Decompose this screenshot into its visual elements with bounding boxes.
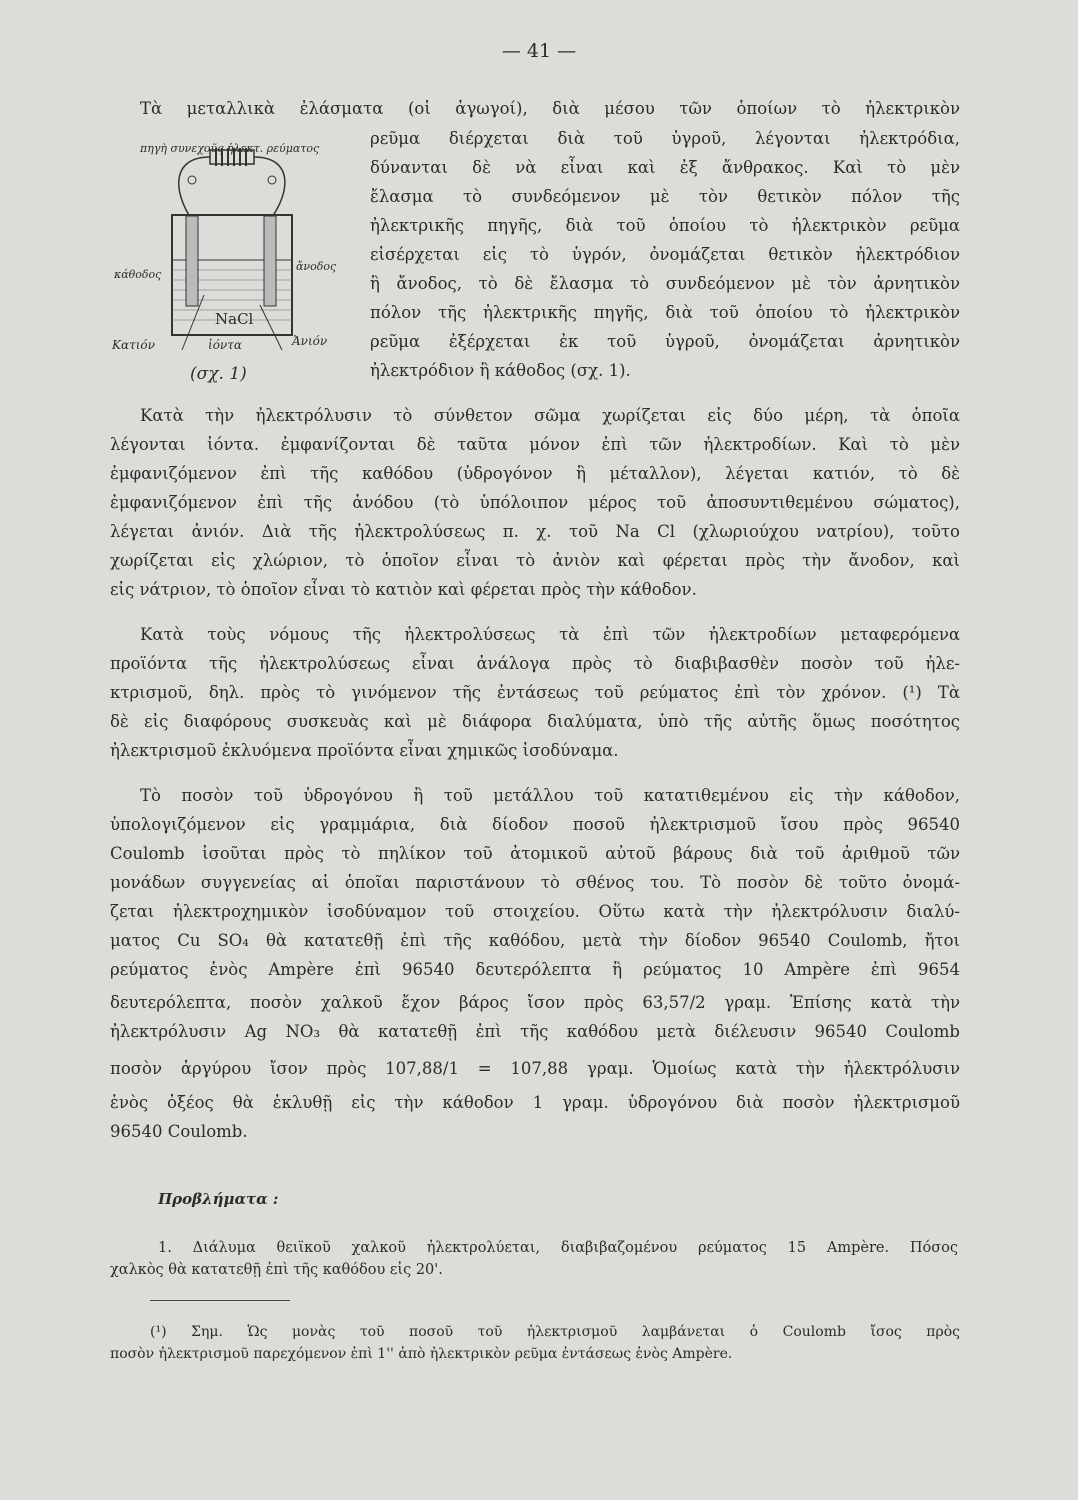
text-line: μονάδων συγγενείας αἱ ὁποῖαι παριστάνουν τὸ σθένος του. Τὸ ποσὸν δὲ τοῦτο ὀνομά- (110, 873, 960, 892)
footnote-rule (150, 1300, 290, 1301)
intro-line: πόλον τῆς ἠλεκτρικῆς πηγῆς, διὰ τοῦ ὁποίου τὸ ἠλεκτρικὸν (370, 303, 960, 322)
text-line: λέγεται ἀνιόν. Διὰ τῆς ἠλεκτρολύσεως π. χ. τοῦ Na Cl (χλωριούχου νατρίου), τοῦτο (110, 522, 960, 541)
problems-heading: Προβλήματα : (158, 1190, 279, 1208)
intro-line: ρεῦμα ἐξέρχεται ἐκ τοῦ ὑγροῦ, ὀνομάζεται ἀρνητικὸν (370, 332, 960, 351)
text-line: ὑπολογιζόμενον εἰς γραμμάρια, διὰ δίοδον ποσοῦ ἠλεκτρισμοῦ ἴσου πρὸς 96540 (110, 815, 960, 834)
intro-line: ἠλεκτρικῆς πηγῆς, διὰ τοῦ ὁποίου τὸ ἠλεκτρικὸν ρεῦμα (370, 216, 960, 235)
text-line: ἐμφανιζόμενον ἐπὶ τῆς ἀνόδου (τὸ ὑπόλοιπον μέρος τοῦ ἀποσυντιθεμένου σώματος), (110, 493, 960, 512)
text-line: λέγονται ἰόντα. ἐμφανίζονται δὲ ταῦτα μόνον ἐπὶ τῶν ἠλεκτροδίων. Καὶ τὸ μὲν (110, 435, 960, 454)
figure-right-label: ἄνοδος (296, 260, 337, 273)
page-number: — 41 — (501, 40, 577, 62)
cathode-electrode (186, 216, 198, 306)
problem-line: 1. Διάλυμα θειϊκοῦ χαλκοῦ ἠλεκτρολύεται, διαβιβαζομένου ρεύματος 15 Ampère. Πόσος (158, 1240, 958, 1256)
text-line: κτρισμοῦ, δηλ. πρὸς τὸ γινόμενον τῆς ἐντάσεως τοῦ ρεύματος ἐπὶ τὸν χρόνον. (¹) Τὰ (110, 683, 960, 702)
text-line: Coulomb ἰσοῦται πρὸς τὸ πηλίκον τοῦ ἀτομικοῦ αὐτοῦ βάρους διὰ τοῦ ἀριθμοῦ τῶν (110, 844, 960, 863)
text-line: χωρίζεται εἰς χλώριον, τὸ ὁποῖον εἶναι τὸ ἀνιὸν καὶ φέρεται πρὸς τὴν ἄνοδον, καὶ (110, 551, 960, 570)
figure-bottom-mid-label: ἰόντα (208, 338, 242, 352)
footnote-line: (¹) Σημ. Ὡς μονὰς τοῦ ποσοῦ τοῦ ἠλεκτρισμοῦ λαμβάνεται ὁ Coulomb ἴσος πρὸς (150, 1324, 960, 1340)
text-line: δὲ εἰς διαφόρους συσκευὰς καὶ μὲ διάφορα διαλύματα, ὑπὸ τῆς αὐτῆς ὅμως ποσότητος (110, 712, 960, 731)
text-line: Κατὰ τὴν ἠλεκτρόλυσιν τὸ σύνθετον σῶμα χωρίζεται εἰς δύο μέρη, τὰ ὁποῖα (140, 406, 960, 425)
text-line: ζεται ἠλεκτροχημικὸν ἰσοδύναμον τοῦ στοιχείου. Οὕτω κατὰ τὴν ἠλεκτρόλυσιν διαλύ- (110, 902, 960, 921)
text-line: 96540 Coulomb. (110, 1122, 248, 1141)
text-line: ποσὸν ἀργύρου ἴσον πρὸς 107,88/1 = 107,88 γραμ. Ὁμοίως κατὰ τὴν ἠλεκτρόλυσιν (110, 1059, 960, 1078)
text-line: Κατὰ τοὺς νόμους τῆς ἠλεκτρολύσεως τὰ ἐπὶ τῶν ἠλεκτροδίων μεταφερόμενα (140, 625, 960, 644)
figure-caption: (σχ. 1) (190, 364, 247, 384)
text-line: ρεύματος ἑνὸς Ampère ἐπὶ 96540 δευτερόλεπτα ἢ ρεύματος 10 Ampère ἐπὶ 9654 (110, 960, 960, 979)
figure-top-label: πηγὴ συνεχοῦς ἠλεκτ. ρεύματος (140, 142, 320, 155)
text-line: ἠλεκτρόλυσιν Ag NO₃ θὰ κατατεθῇ ἐπὶ τῆς καθόδου μετὰ διέλευσιν 96540 Coulomb (110, 1022, 960, 1041)
text-line: ματος Cu SO₄ θὰ κατατεθῇ ἐπὶ τῆς καθόδου, μετὰ τὴν δίοδον 96540 Coulomb, ἤτοι (110, 931, 960, 950)
footnote-line: ποσὸν ἠλεκτρισμοῦ παρεχόμενον ἐπὶ 1'' ἀπὸ ἠλεκτρικὸν ρεῦμα ἐντάσεως ἑνὸς Ampère. (110, 1346, 733, 1362)
text-line: Τὸ ποσὸν τοῦ ὑδρογόνου ἢ τοῦ μετάλλου τοῦ κατατιθεμένου εἰς τὴν κάθοδον, (140, 786, 960, 805)
figure-center-label: NaCl (215, 310, 254, 328)
figure-left-label: κάθοδος (114, 268, 162, 281)
text-line: ἠλεκτρισμοῦ ἐκλυόμενα προϊόντα εἶναι χημικῶς ἰσοδύναμα. (110, 741, 619, 760)
intro-line: εἰσέρχεται εἰς τὸ ὑγρόν, ὀνομάζεται θετικὸν ἠλεκτρόδιον (370, 245, 960, 264)
figure-bottom-right-label: Ἀνιόν (292, 334, 328, 348)
intro-line: ἢ ἄνοδος, τὸ δὲ ἔλασμα τὸ συνδεόμενον μὲ τὸν ἀρνητικὸν (370, 274, 960, 293)
intro-line: ἠλεκτρόδιον ἢ κάθοδος (σχ. 1). (370, 361, 631, 380)
text-line: δευτερόλεπτα, ποσὸν χαλκοῦ ἔχον βάρος ἴσον πρὸς 63,57/2 γραμ. Ἐπίσης κατὰ τὴν (110, 993, 960, 1012)
text-line: ἑνὸς ὀξέος θὰ ἐκλυθῇ εἰς τὴν κάθοδον 1 γραμ. ὑδρογόνου διὰ ποσὸν ἠλεκτρισμοῦ (110, 1093, 960, 1112)
intro-first-line: Τὰ μεταλλικὰ ἐλάσματα (οἱ ἀγωγοί), διὰ μέσου τῶν ὁποίων τὸ ἠλεκτρικὸν (140, 99, 960, 118)
intro-line: ρεῦμα διέρχεται διὰ τοῦ ὑγροῦ, λέγονται ἠλεκτρόδια, (370, 129, 960, 148)
text-line: εἰς νάτριον, τὸ ὁποῖον εἶναι τὸ κατιὸν καὶ φέρεται πρὸς τὴν κάθοδον. (110, 580, 697, 599)
intro-line: ἔλασμα τὸ συνδεόμενον μὲ τὸν θετικὸν πόλον τῆς (370, 187, 960, 206)
figure-bottom-left-label: Κατιόν (112, 338, 155, 352)
text-line: ἐμφανιζόμενον ἐπὶ τῆς καθόδου (ὑδρογόνον ἢ μέταλλον), λέγεται κατιόν, τὸ δὲ (110, 464, 960, 483)
electrolysis-figure (112, 120, 352, 400)
problem-line: χαλκὸς θὰ κατατεθῇ ἐπὶ τῆς καθόδου εἰς 20'. (110, 1262, 443, 1278)
text-line: προϊόντα τῆς ἠλεκτρολύσεως εἶναι ἀνάλογα πρὸς τὸ διαβιβασθὲν ποσὸν τοῦ ἠλε- (110, 654, 960, 673)
intro-line: δύνανται δὲ νὰ εἶναι καὶ ἐξ ἄνθρακος. Καὶ τὸ μὲν (370, 158, 960, 177)
anode-electrode (264, 216, 276, 306)
